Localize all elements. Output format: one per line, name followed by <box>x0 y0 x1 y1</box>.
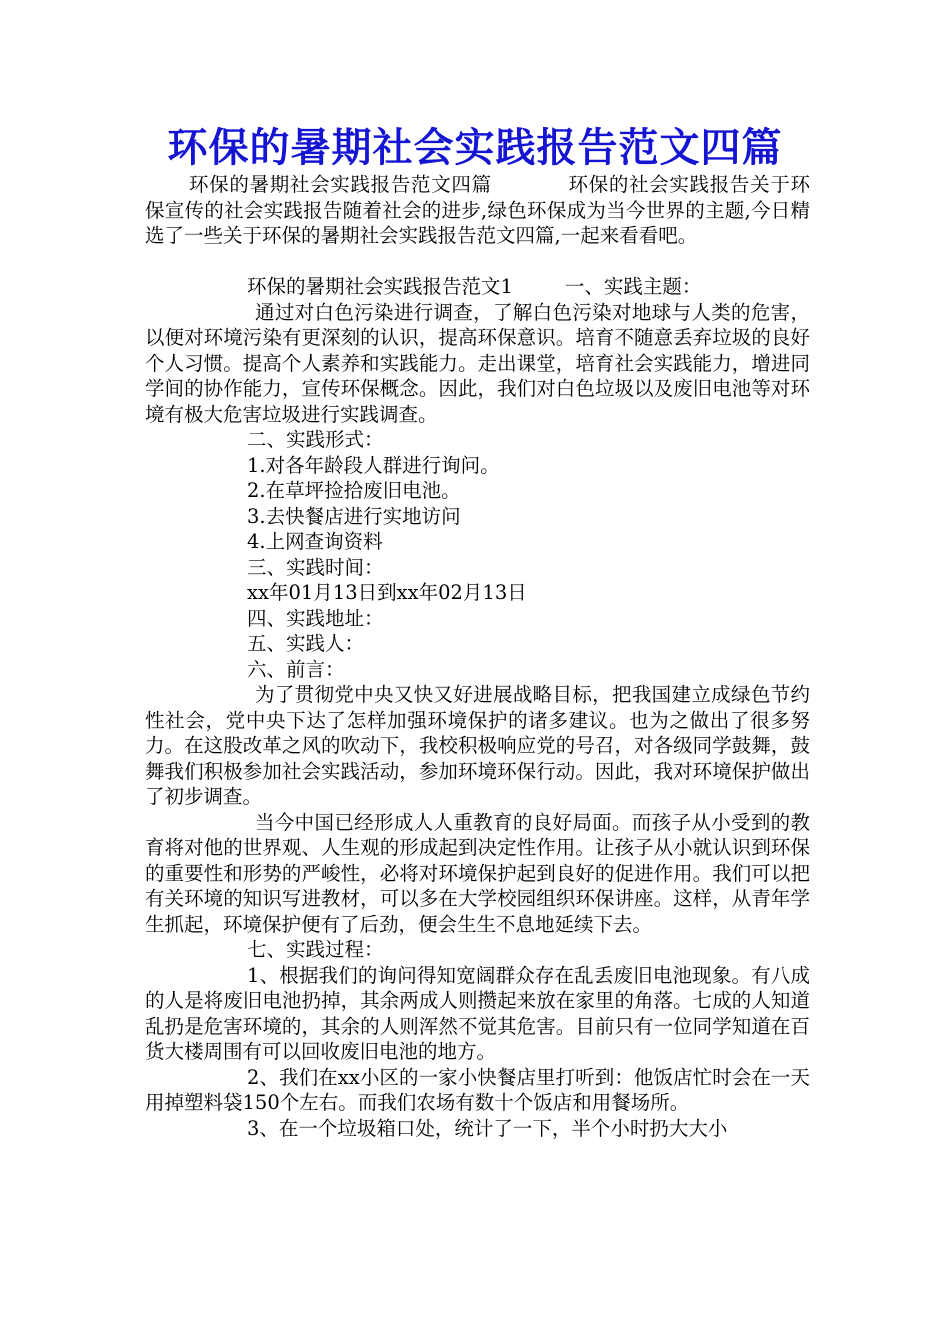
process-item-2: 2、我们在xx小区的一家小快餐店里打听到：他饭店忙时会在一天用掉塑料袋150个左右。而我们农场有数十个饭店和用餐场所。 <box>145 1065 810 1114</box>
form-label: 二、实践形式： <box>247 428 384 451</box>
form-item-2: 2.在草坪捡拾废旧电池。 <box>247 479 461 502</box>
document-body <box>145 172 810 1141</box>
form-item-4: 4.上网查询资料 <box>247 530 383 553</box>
theme-paragraph: 通过对白色污染进行调查，了解白色污染对地球与人类的危害，以便对环境污染有更深刻的认识，提高环保意识。培育不随意丢弃垃圾的良好个人习惯。提高个人素养和实践能力。走出课堂，培育社会实践能力，增进同学间的协作能力，宣传环保概念。因此，我们对白色垃圾以及废旧电池等对环境有极大危害垃圾进行实践调查。 <box>145 300 810 426</box>
process-label: 七、实践过程： <box>247 938 384 961</box>
intro-subheading: 环保的社会实践报告 <box>567 173 751 196</box>
section1-heading: 环保的暑期社会实践报告范文1 <box>247 275 513 298</box>
form-item-3: 3.去快餐店进行实地访问 <box>247 504 461 528</box>
form-item-1: 1.对各年龄段人群进行询问。 <box>247 453 500 477</box>
process-item-1: 1、根据我们的询问得知宽阔群众存在乱丢废旧电池现象。有八成的人是将废旧电池扔掉，其余两成人则攒起来放在家里的角落。七成的人知道乱扔是危害环境的，其余的人则浑然不觉其危害。目前只有一位同学知道在百货大楼周围有可以回收废旧电池的地方。 <box>145 963 810 1063</box>
people-label: 五、实践人： <box>247 632 365 655</box>
place-label: 四、实践地址： <box>247 606 384 630</box>
intro-paragraph <box>145 172 810 249</box>
preface-paragraph-2: 当今中国已经形成人人重教育的良好局面。而孩子从小受到的教育将对他的世界观、人生观的形成起到决定性作用。让孩子从小就认识到环保的重要性和形势的严峻性，必将对环境保护起到良好的促进作用。我们可以把有关环境的知识写进教材，可以多在大学校园组织环保讲座。这样，从青年学生抓起，环境保护便有了后劲，便会生生不息地延续下去。 <box>145 810 810 936</box>
paragraph-gap <box>145 249 810 275</box>
theme-label: 一、实践主题： <box>564 275 702 298</box>
document-title: 环保的暑期社会实践报告范文四篇 <box>167 124 783 171</box>
intro-heading: 环保的暑期社会实践报告范文四篇 <box>189 173 492 196</box>
intro-text: 关于环保宣传的社会实践报告随着社会的进步,绿色环保成为当今世界的主题,今日精选了一些关于环保的暑期社会实践报告范文四篇,一起来看看吧。 <box>145 173 810 247</box>
preface-paragraph-1: 为了贯彻党中央又快又好进展战略目标，把我国建立成绿色节约性社会，党中央下达了怎样加强环境保护的诸多建议。也为之做出了很多努力。在这股改革之风的吹动下，我校积极响应党的号召，对各级同学鼓舞，鼓舞我们积极参加社会实践活动，参加环境环保行动。因此，我对环境保护做出了初步调查。 <box>145 683 810 808</box>
process-item-3: 3、在一个垃圾箱口处，统计了一下，半个小时扔大大小 <box>247 1116 728 1140</box>
time-label: 三、实践时间： <box>247 555 384 579</box>
section1-heading-line <box>145 274 810 300</box>
time-value: xx年01月13日到xx年02月13日 <box>247 581 527 604</box>
preface-label: 六、前言： <box>247 657 345 681</box>
